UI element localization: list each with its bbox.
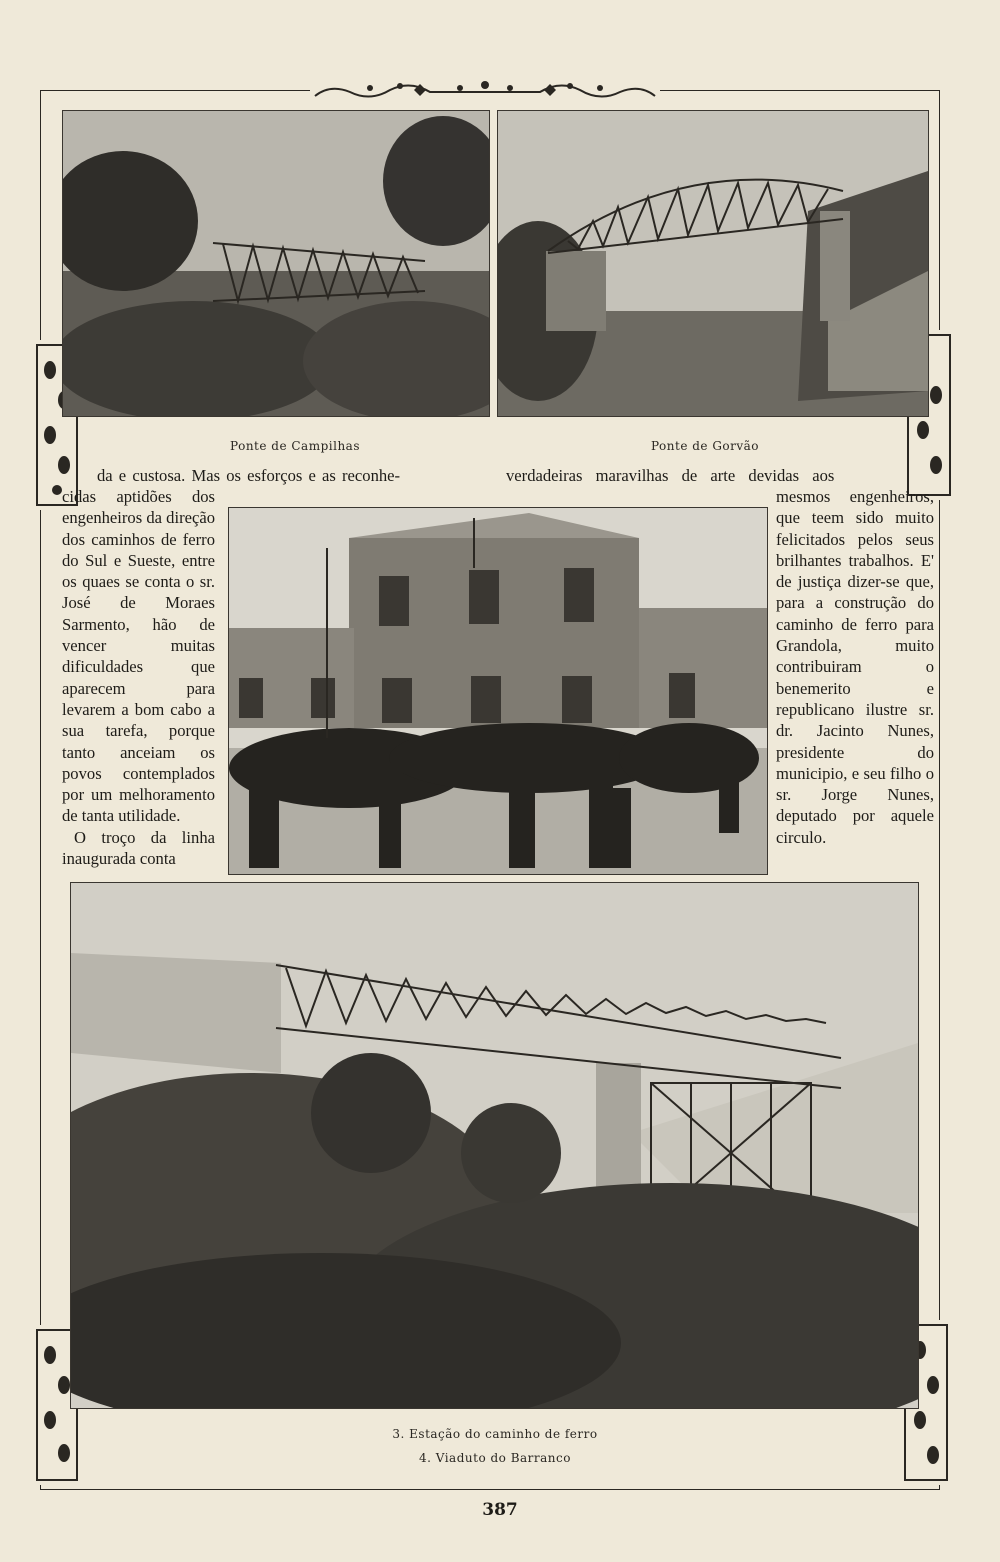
photo-ponte-campilhas: [62, 110, 490, 417]
text-right-column: mesmos engenheiros, que teem sido muito felicitados pelos seus brilhantes trabalhos. E' de justiça dizer-se que, para a construção do caminho de ferro para Grandola, muito contribuiram o benemerito e republicano ilustre sr. dr. Jacinto Nunes, presidente do municipio, e seu filho o sr. Jorge Nunes, deputado por aquele circulo.: [776, 487, 934, 847]
text-right-line1: verdadeiras maravilhas de arte devidas aos: [506, 466, 835, 485]
caption-viaduto: 4. Viaduto do Barranco: [419, 1451, 571, 1465]
text-left-para1: cidas aptidões dos engenheiros da direção dos caminhos de ferro do Sul e Sueste, entre os quaes se conta o sr. José de Moraes Sarmento, hão de vencer muitas dificuldades que aparecem para levarem a bom cabo a sua tarefa, porque tanto anceiam os povos contemplados por um melhoramento de tanta utilidade.: [62, 487, 215, 826]
photo-viaduto-do-barranco: [70, 882, 919, 1409]
caption-ponte-campilhas: Ponte de Campilhas: [230, 439, 360, 453]
photo-estacao-caminho-de-ferro: [228, 507, 768, 875]
page-number: 387: [482, 1500, 518, 1520]
text-left-para2: O troço da linha inaugurada conta: [62, 827, 215, 869]
text-left-line1: da e custosa. Mas os esforços e as reconhe-: [97, 466, 401, 485]
photo-ponte-gorvao: [497, 110, 929, 417]
caption-ponte-gorvao: Ponte de Gorvão: [650, 439, 760, 453]
top-ornament: [310, 76, 660, 106]
caption-estacao: 3. Estação do caminho de ferro: [392, 1427, 598, 1441]
text-left-column: [62, 486, 215, 869]
